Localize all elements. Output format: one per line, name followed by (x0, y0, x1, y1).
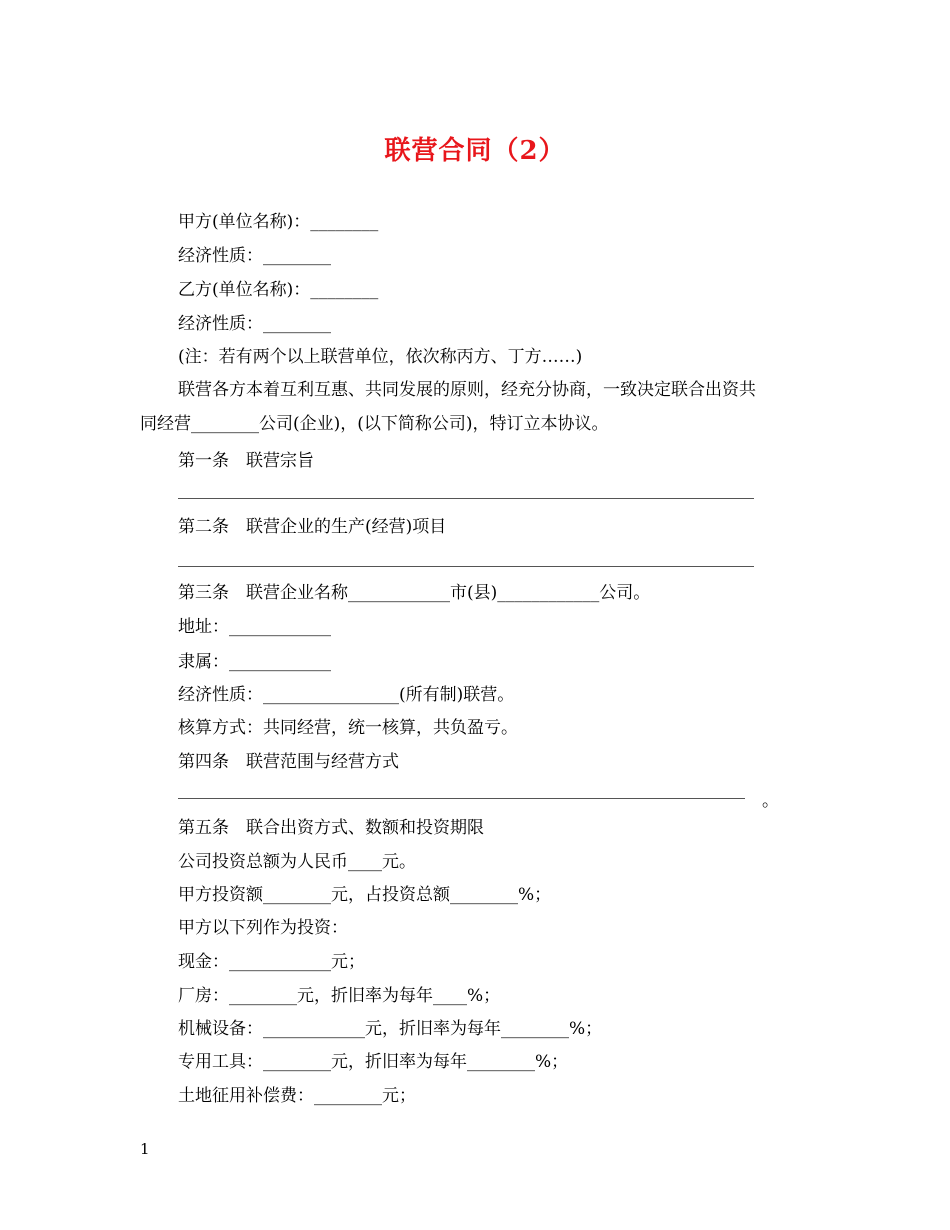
article-4-period: 。 (762, 791, 779, 811)
party-a-name: 甲方(单位名称)：________ (178, 212, 379, 232)
article-2-heading: 第二条 联营企业的生产(经营)项目 (178, 517, 447, 537)
party-b-name: 乙方(单位名称)：________ (178, 280, 379, 300)
machinery-line: 机械设备：____________元，折旧率为每年________%； (178, 1019, 603, 1039)
plant-line: 厂房：________元，折旧率为每年____%； (178, 986, 501, 1006)
special-tools-line: 专用工具：________元，折旧率为每年________%； (178, 1052, 569, 1072)
party-b-nature: 经济性质：________ (178, 314, 331, 334)
affiliation-line: 隶属：____________ (178, 652, 331, 672)
article-4-blank-rule (178, 798, 745, 799)
article-3-name: 第三条 联营企业名称____________市(县)____________公司。 (178, 583, 651, 603)
note-line: (注：若有两个以上联营单位，依次称丙方、丁方……) (178, 347, 583, 367)
document-title: 联营合同（2） (384, 136, 566, 166)
article-1-blank-rule (178, 498, 754, 499)
preamble-line-1: 联营各方本着互利互惠、共同发展的原则，经充分协商，一致决定联合出资共 (178, 380, 756, 400)
party-a-investment-line: 甲方投资额________元，占投资总额________%； (178, 885, 552, 905)
article-4-heading: 第四条 联营范围与经营方式 (178, 752, 399, 772)
party-a-investment-items-heading: 甲方以下列作为投资： (178, 918, 348, 938)
land-compensation-line: 土地征用补偿费：________元； (178, 1086, 416, 1106)
page-number: 1 (140, 1140, 150, 1158)
article-1-heading: 第一条 联营宗旨 (178, 451, 314, 471)
preamble-line-2: 同经营________公司(企业)，(以下简称公司)，特订立本协议。 (140, 414, 609, 434)
economic-nature-line: 经济性质：________________(所有制)联营。 (178, 685, 515, 705)
total-investment-line: 公司投资总额为人民币____元。 (178, 852, 416, 872)
address-line: 地址：____________ (178, 617, 331, 637)
party-a-nature: 经济性质：________ (178, 246, 331, 266)
article-2-blank-rule (178, 566, 754, 567)
article-5-heading: 第五条 联合出资方式、数额和投资期限 (178, 818, 484, 838)
accounting-method-line: 核算方式：共同经营，统一核算，共负盈亏。 (178, 718, 518, 738)
cash-line: 现金：____________元； (178, 952, 365, 972)
